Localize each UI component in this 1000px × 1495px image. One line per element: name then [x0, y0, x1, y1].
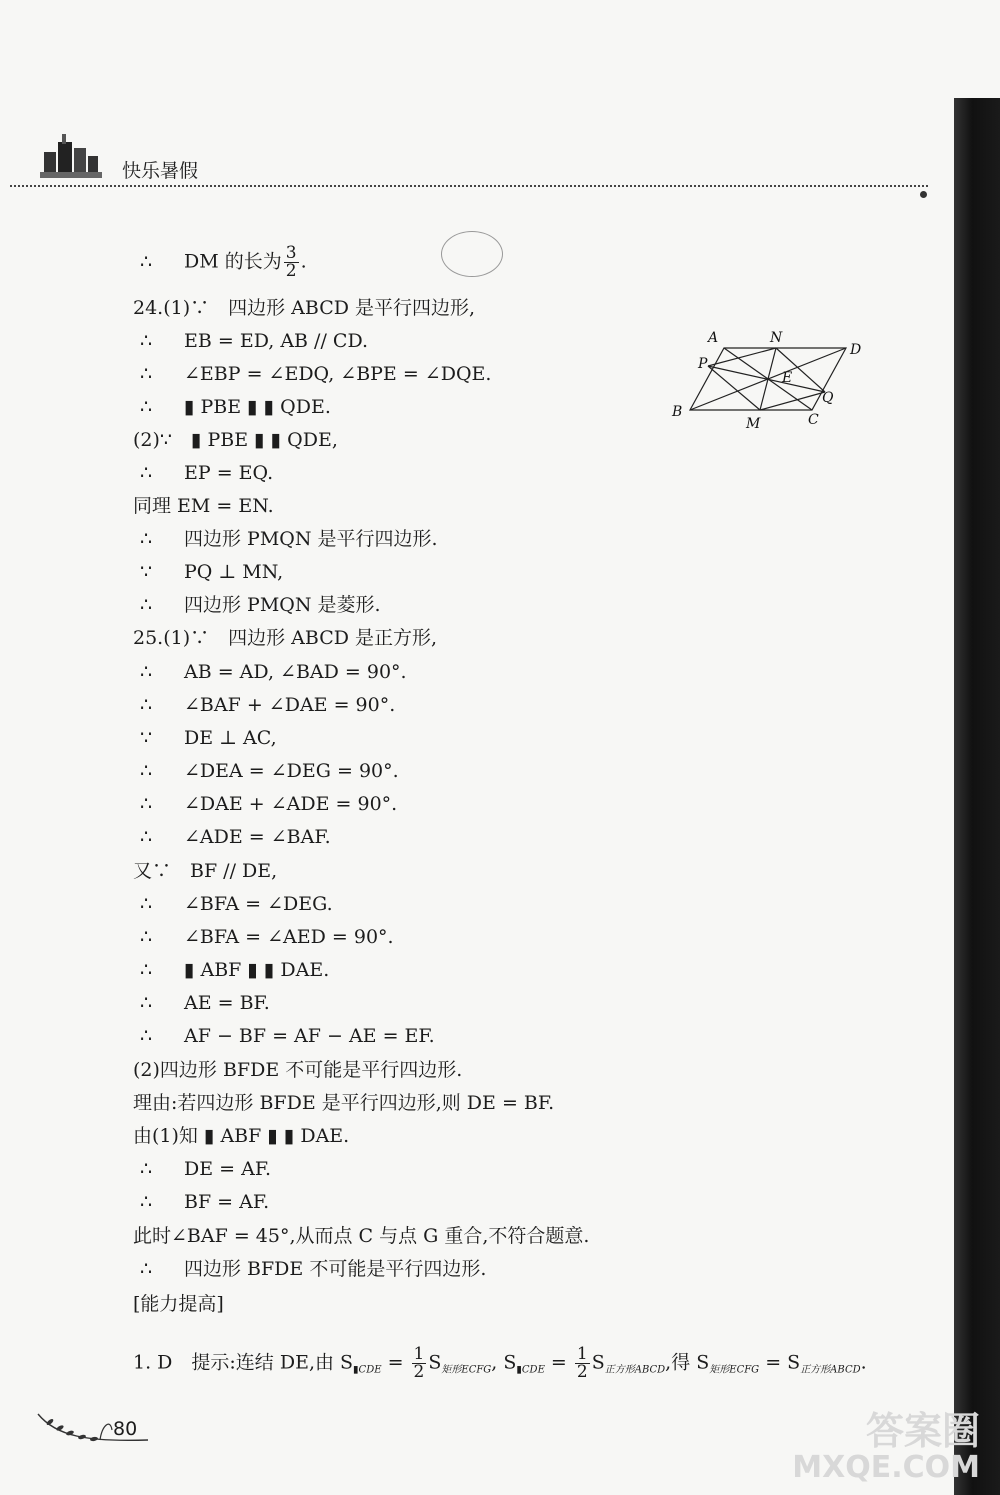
line-text: DM 的长为: [184, 250, 282, 273]
hint-lead: 1. D 提示:连结 DE,由 S: [133, 1351, 354, 1374]
frac-1-den: 2: [413, 1362, 425, 1382]
eq-2: =: [544, 1351, 573, 1374]
line-text: DE ⊥ AC,: [184, 727, 277, 749]
line-text: AE = BF.: [184, 992, 270, 1014]
logic-symbol: ∴: [140, 528, 153, 550]
label-P: P: [698, 356, 708, 372]
logic-symbol: ∴: [140, 1191, 153, 1213]
watermark-line2: MXQE.COM: [792, 1450, 980, 1485]
line-text: AB = AD, ∠BAD = 90°.: [184, 661, 407, 683]
line-tail: .: [300, 250, 307, 273]
line-text: 四边形 BFDE 不可能是平行四边形.: [184, 1258, 487, 1280]
logic-symbol: ∴: [140, 250, 153, 273]
line-text: 又∵ BF // DE,: [133, 860, 278, 882]
line-text: 25.(1)∵ 四边形 ABCD 是正方形,: [133, 627, 438, 649]
text-line: [140, 925, 394, 949]
text-line: [140, 1024, 435, 1048]
line-text: 此时∠BAF = 45°,从而点 C 与点 G 重合,不符合题意.: [133, 1225, 590, 1247]
text-line: [133, 626, 437, 650]
logic-symbol: ∴: [140, 694, 153, 716]
line-text: DE = AF.: [184, 1158, 272, 1180]
text-line: [133, 1224, 589, 1248]
logic-symbol: ∴: [140, 1025, 153, 1047]
logic-symbol: ∴: [140, 594, 153, 616]
logic-symbol: ∴: [140, 661, 153, 683]
line-text: ∠EBP = ∠EDQ, ∠BPE = ∠DQE.: [184, 363, 492, 385]
mid: ,得 S: [665, 1351, 710, 1374]
logic-symbol: ∴: [140, 760, 153, 782]
scan-edge-shadow: [954, 98, 1000, 1495]
eq-3: = S: [759, 1351, 801, 1374]
text-line: [140, 693, 395, 717]
s-2: S: [428, 1351, 442, 1374]
text-line: [133, 1292, 224, 1316]
header-rule-dot: [920, 191, 927, 198]
logic-symbol: ∵: [140, 727, 153, 749]
line-text: 四边形 PMQN 是菱形.: [184, 594, 381, 616]
frac-2-den: 2: [576, 1362, 588, 1382]
text-line: [133, 494, 274, 518]
text-line: [140, 892, 333, 916]
sub-2: 矩形ECFG: [441, 1364, 492, 1376]
sub-5: 矩形ECFG: [709, 1364, 760, 1376]
text-line: [140, 362, 491, 386]
logic-symbol: ∴: [140, 1258, 153, 1280]
logic-symbol: ∴: [140, 959, 153, 981]
line-text: 同理 EM = EN.: [133, 495, 274, 517]
logic-symbol: ∴: [140, 363, 153, 385]
line-text: [能力提高]: [133, 1293, 224, 1315]
sub-1: ▮CDE: [353, 1364, 382, 1376]
header-logo: [40, 134, 102, 180]
text-line: [140, 759, 399, 783]
header-rule: [10, 185, 928, 187]
line-text: 四边形 PMQN 是平行四边形.: [184, 528, 438, 550]
text-line: [140, 792, 397, 816]
logic-symbol: ∵: [140, 561, 153, 583]
sub-6: 正方形ABCD: [800, 1364, 861, 1376]
text-line: [133, 1124, 349, 1148]
label-B: B: [672, 404, 683, 420]
text-line: [133, 859, 277, 883]
text-line: [140, 726, 277, 750]
line-text: AF − BF = AF − AE = EF.: [184, 1025, 435, 1047]
eq-1: =: [381, 1351, 410, 1374]
s-4: S: [591, 1351, 605, 1374]
text-line: [133, 1091, 554, 1115]
line-text: ∠ADE = ∠BAF.: [184, 826, 331, 848]
text-line: [140, 660, 407, 684]
label-D: D: [850, 342, 862, 358]
frac-1-num: 1: [413, 1344, 425, 1364]
logic-symbol: ∴: [140, 1158, 153, 1180]
text-line: [140, 1190, 269, 1214]
logic-symbol: ∴: [140, 992, 153, 1014]
logic-symbol: ∴: [140, 793, 153, 815]
end: .: [860, 1351, 867, 1374]
line-text: ∠DAE + ∠ADE = 90°.: [184, 793, 398, 815]
text-line: [140, 329, 368, 353]
text-line: [140, 1157, 271, 1181]
label-N: N: [770, 330, 783, 346]
line-text: ∠BFA = ∠DEG.: [184, 893, 333, 915]
hint-line: [133, 1346, 867, 1383]
frac-1: [412, 1346, 427, 1381]
line-text: (2)∵ ▮ PBE ▮ ▮ QDE,: [133, 429, 338, 451]
line-text: 由(1)知 ▮ ABF ▮ ▮ DAE.: [133, 1125, 350, 1147]
fraction-numerator: 3: [285, 243, 297, 263]
footer-vine-ornament: [36, 1406, 156, 1446]
fraction-denominator: 2: [285, 261, 297, 281]
line-text: EB = ED, AB // CD.: [184, 330, 369, 352]
text-line: [140, 593, 381, 617]
line-text: ▮ PBE ▮ ▮ QDE.: [184, 396, 331, 418]
label-M: M: [746, 416, 761, 432]
logic-symbol: ∴: [140, 330, 153, 352]
page-number: 80: [113, 1418, 138, 1440]
label-C: C: [808, 412, 819, 428]
sub-4: 正方形ABCD: [604, 1364, 666, 1376]
header-title: 快乐暑假: [122, 160, 199, 182]
logic-symbol: ∴: [140, 893, 153, 915]
line-text: (2)四边形 BFDE 不可能是平行四边形.: [133, 1059, 463, 1081]
watermark-line1: 答案圈: [865, 1409, 980, 1453]
text-line: [140, 461, 273, 485]
logic-symbol: ∴: [140, 396, 153, 418]
line-text: PQ ⊥ MN,: [184, 561, 284, 583]
line-text: BF = AF.: [184, 1191, 270, 1213]
frac-2: [575, 1346, 590, 1381]
text-line: [140, 991, 270, 1015]
sub-3: ▮CDE: [516, 1364, 545, 1376]
text-line: [140, 825, 331, 849]
text-line: [133, 1058, 462, 1082]
text-line: [133, 296, 475, 320]
frac-2-num: 1: [576, 1344, 588, 1364]
text-line: [140, 560, 283, 584]
label-Q: Q: [822, 390, 834, 406]
text-line: [140, 395, 331, 419]
line-text: ▮ ABF ▮ ▮ DAE.: [184, 959, 330, 981]
line-text: EP = EQ.: [184, 462, 274, 484]
line-text: ∠BFA = ∠AED = 90°.: [184, 926, 394, 948]
line-text: ∠BAF + ∠DAE = 90°.: [184, 694, 396, 716]
line-text: 24.(1)∵ 四边形 ABCD 是平行四边形,: [133, 297, 476, 319]
logic-symbol: ∴: [140, 462, 153, 484]
text-line: [140, 527, 438, 551]
parallelogram-diagram: [668, 330, 868, 434]
line-text: 理由:若四边形 BFDE 是平行四边形,则 DE = BF.: [133, 1092, 555, 1114]
logic-symbol: ∴: [140, 826, 153, 848]
text-line: [140, 1257, 486, 1281]
text-line: [140, 958, 329, 982]
stamp: [441, 231, 503, 277]
label-A: A: [708, 330, 719, 346]
label-E: E: [782, 370, 793, 386]
text-line: [140, 245, 307, 280]
fraction: [284, 245, 299, 280]
text-line: [133, 428, 338, 452]
logic-symbol: ∴: [140, 926, 153, 948]
sep: , S: [491, 1351, 517, 1374]
line-text: ∠DEA = ∠DEG = 90°.: [184, 760, 399, 782]
